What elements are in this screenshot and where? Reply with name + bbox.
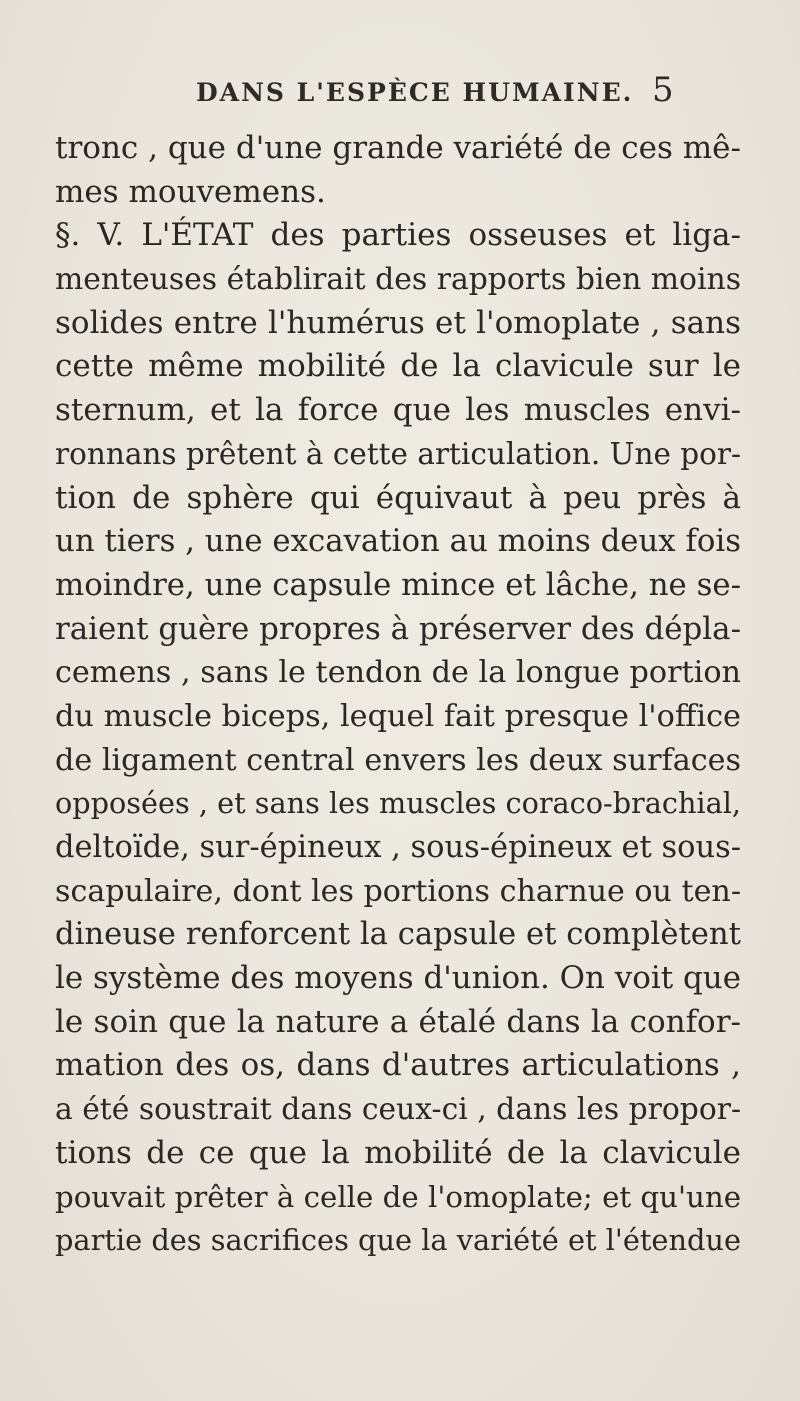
section-heading-line: §. V. L'ÉTAT des parties osseuses et liga- <box>55 217 741 254</box>
text-line: moindre, une capsule mince et lâche, ne se- <box>55 566 741 603</box>
text-line: le soin que la nature a étalé dans la confor- <box>55 1003 741 1040</box>
text-line: raient guère propres à préserver des dépla- <box>55 610 741 647</box>
text-line: un tiers , une excavation au moins deux fois <box>55 523 741 560</box>
text-line: dineuse renforcent la capsule et complètent <box>55 917 741 953</box>
text-line: cette même mobilité de la clavicule sur le <box>55 348 741 385</box>
text-line: du muscle biceps, lequel fait presque l'office <box>55 698 741 734</box>
text-line: de ligament central envers les deux surfaces <box>55 742 741 778</box>
text-line: ronnans prêtent à cette articulation. Une por- <box>55 436 741 471</box>
text-line: sternum, et la force que les muscles envi- <box>55 392 741 429</box>
text-line: a été soustrait dans ceux-ci , dans les propor- <box>55 1092 741 1128</box>
running-header <box>0 70 800 110</box>
text-line: solides entre l'humérus et l'omoplate , sans <box>55 304 741 341</box>
text-line: deltoïde, sur-épineux , sous-épineux et sous- <box>55 830 741 865</box>
text-line: le système des moyens d'union. On voit que <box>55 960 741 997</box>
running-title: DANS L'ESPÈCE HUMAINE. <box>196 78 634 107</box>
text-line: scapulaire, dont les portions charnue ou ten- <box>55 873 741 909</box>
text-line: cemens , sans le tendon de la longue portion <box>55 655 741 691</box>
text-line: pouvait prêter à celle de l'omoplate; et qu'une <box>55 1179 742 1214</box>
text-line: mes mouvemens. <box>55 173 326 210</box>
text-line: partie des sacrifices que la variété et l'étendue <box>55 1223 741 1258</box>
text-line: opposées , et sans les muscles coraco-brachial, <box>55 786 741 821</box>
page-number: 5 <box>652 70 674 110</box>
text-line: tronc , que d'une grande variété de ces mê- <box>55 130 741 166</box>
text-line: menteuses établirait des rapports bien moins <box>55 262 741 298</box>
body-text <box>55 127 741 1263</box>
text-line: tion de sphère qui équivaut à peu près à <box>55 479 741 516</box>
text-line: tions de ce que la mobilité de la clavicule <box>55 1134 741 1171</box>
text-line: mation des os, dans d'autres articulations , <box>55 1047 741 1084</box>
